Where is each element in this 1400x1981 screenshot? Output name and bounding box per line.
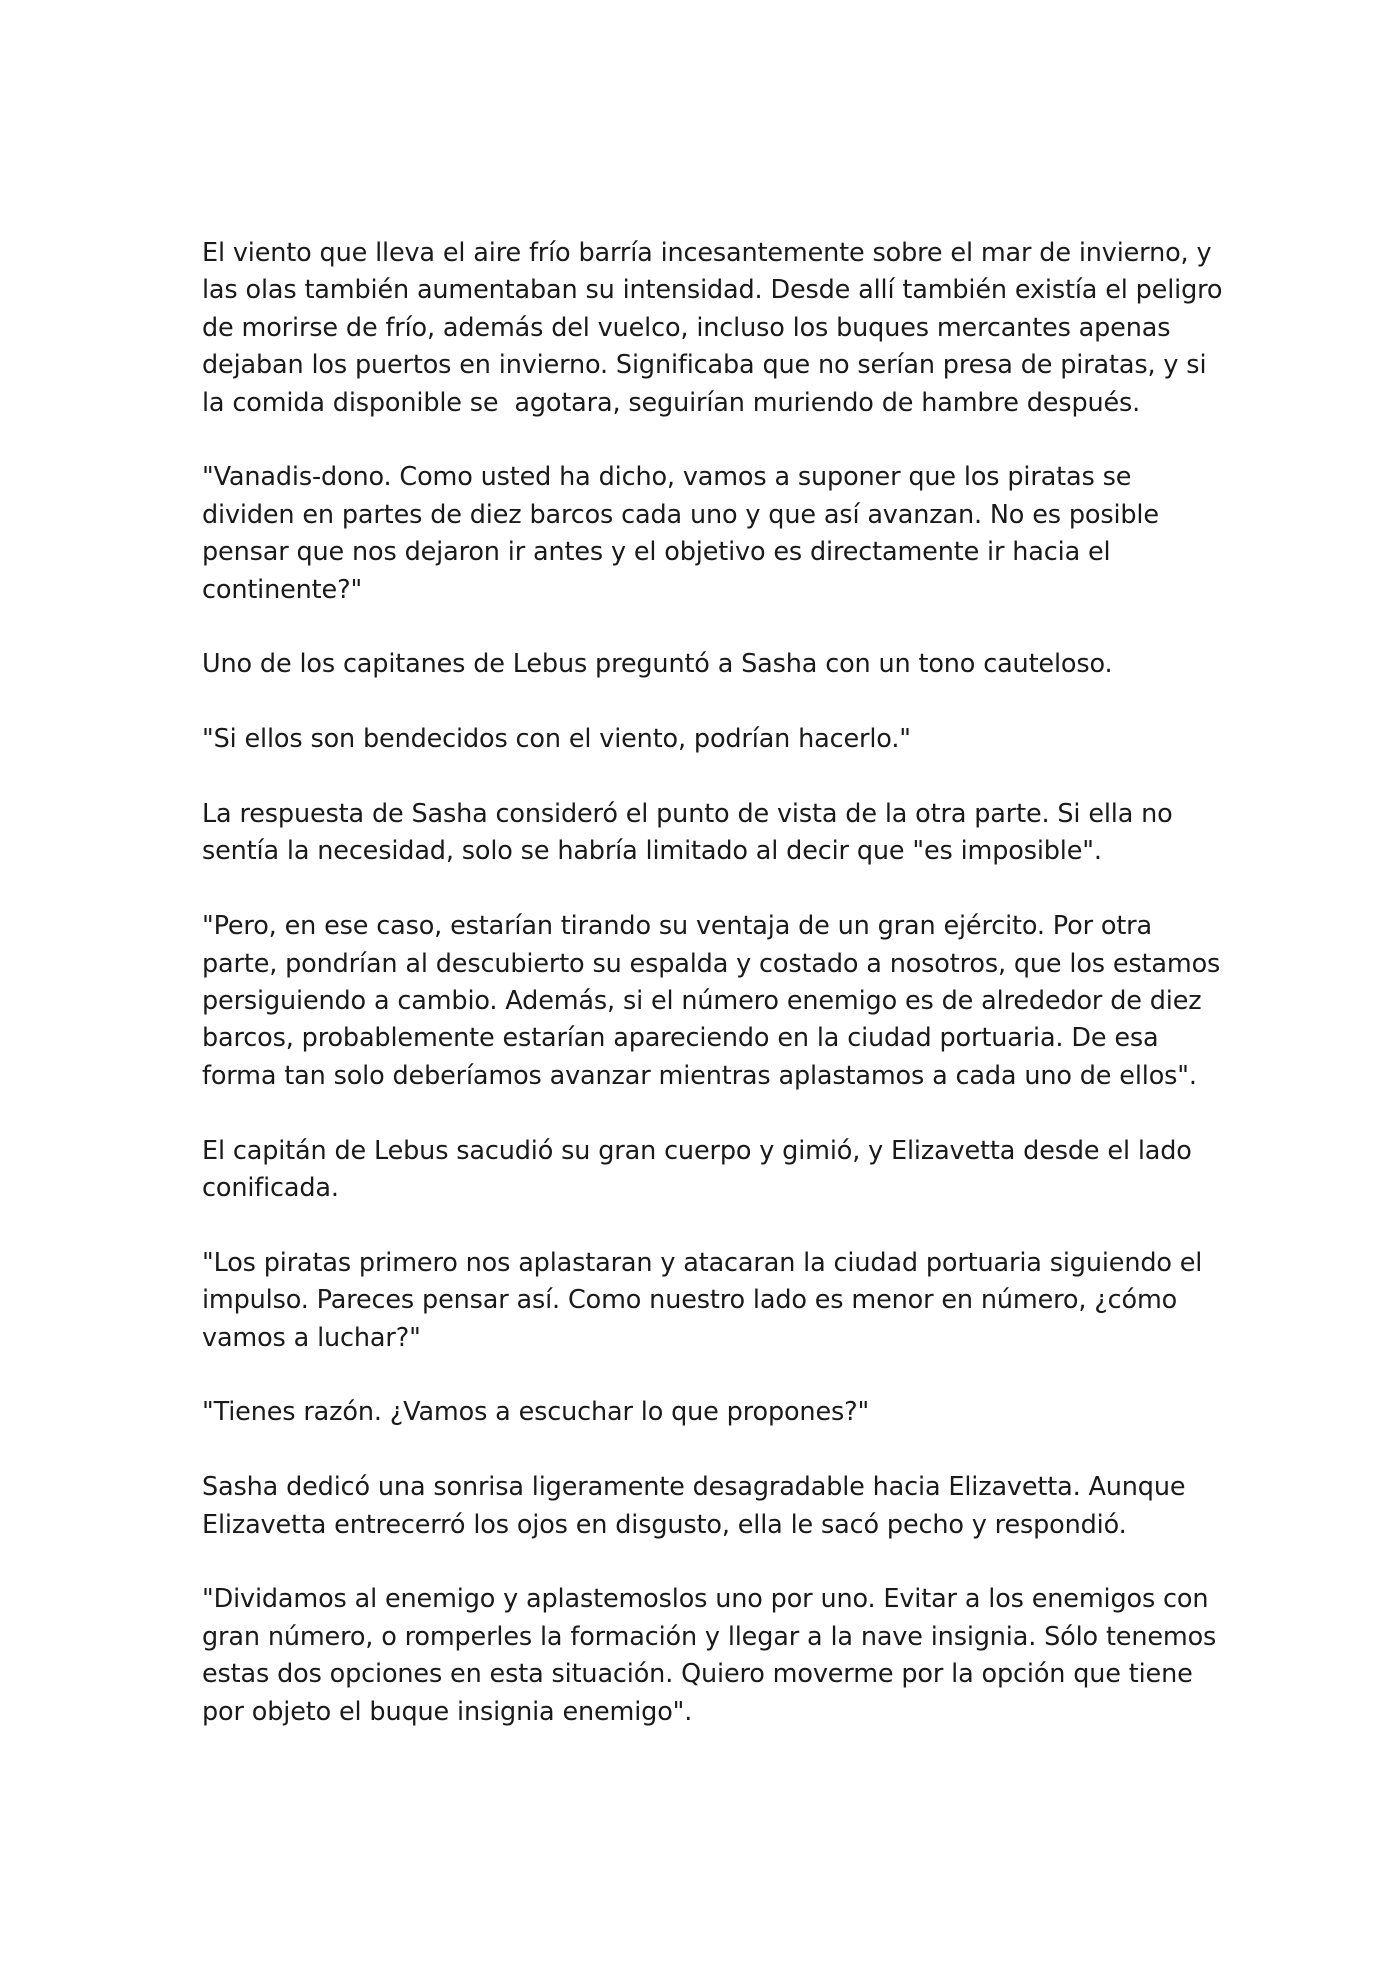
paragraph: [202, 796, 1202, 871]
paragraph: [202, 721, 1202, 758]
paragraph: [202, 1394, 1202, 1431]
paragraph: [202, 459, 1202, 609]
text-line: por objeto el buque insignia enemigo".: [202, 1696, 693, 1727]
paragraph: [202, 1581, 1217, 1731]
text-line: El viento que lleva el aire frío barría incesantemente sobre el mar de invierno, y: [202, 238, 1212, 268]
paragraph: [202, 235, 1223, 422]
document-body: [202, 235, 1223, 1768]
text-line: persiguiendo a cambio. Además, si el número enemigo es de alrededor de diez: [202, 986, 1202, 1017]
text-line: "Si ellos son bendecidos con el viento, podrían hacerlo.": [202, 724, 911, 755]
text-line: vamos a luchar?": [202, 1322, 421, 1353]
text-line: Sasha dedicó una sonrisa ligeramente desagradable hacia Elizavetta. Aunque: [202, 1472, 1186, 1503]
text-line: dejaban los puertos en invierno. Significaba que no serían presa de piratas, y si: [202, 350, 1207, 381]
text-line: continente?": [202, 574, 363, 605]
text-line: "Tienes razón. ¿Vamos a escuchar lo que propones?": [202, 1397, 870, 1428]
text-line: El capitán de Lebus sacudió su gran cuerpo y gimió, y Elizavetta desde el lado: [202, 1135, 1192, 1166]
text-line: "Los piratas primero nos aplastaran y atacaran la ciudad portuaria siguiendo el: [202, 1247, 1203, 1278]
text-line: las olas también aumentaban su intensidad. Desde allí también existía el peligro: [202, 275, 1223, 306]
text-line: la comida disponible se agotara, seguirían muriendo de hambre después.: [202, 387, 1141, 418]
text-line: sentía la necesidad, solo se habría limitado al decir que "es imposible".: [202, 836, 1102, 867]
paragraph: [202, 646, 1202, 683]
text-line: pensar que nos dejaron ir antes y el objetivo es directamente ir hacia el: [202, 537, 1111, 568]
text-line: "Vanadis-dono. Como usted ha dicho, vamos a suponer que los piratas se: [202, 462, 1132, 493]
text-line: gran número, o romperles la formación y llegar a la nave insignia. Sólo tenemos: [202, 1621, 1217, 1652]
text-line: parte, pondrían al descubierto su espalda y costado a nosotros, que los estamos: [202, 948, 1221, 979]
text-line: barcos, probablemente estarían apareciendo en la ciudad portuaria. De esa: [202, 1023, 1159, 1054]
text-line: Elizavetta entrecerró los ojos en disgusto, ella le sacó pecho y respondió.: [202, 1509, 1127, 1540]
text-line: Uno de los capitanes de Lebus preguntó a Sasha con un tono cauteloso.: [202, 649, 1113, 680]
text-line: "Dividamos al enemigo y aplastemoslos uno por uno. Evitar a los enemigos con: [202, 1584, 1209, 1615]
paragraph: [202, 908, 1221, 1095]
text-line: estas dos opciones en esta situación. Quiero moverme por la opción que tiene: [202, 1659, 1193, 1690]
text-line: conificada.: [202, 1173, 339, 1204]
paragraph: [202, 1469, 1202, 1544]
paragraph: [202, 1245, 1202, 1357]
text-line: La respuesta de Sasha consideró el punto de vista de la otra parte. Si ella no: [202, 799, 1173, 830]
paragraph: [202, 1133, 1202, 1208]
text-line: forma tan solo deberíamos avanzar mientras aplastamos a cada uno de ellos".: [202, 1060, 1197, 1091]
text-line: impulso. Pareces pensar así. Como nuestro lado es menor en número, ¿cómo: [202, 1285, 1178, 1316]
text-line: "Pero, en ese caso, estarían tirando su ventaja de un gran ejército. Por otra: [202, 911, 1152, 942]
text-line: dividen en partes de diez barcos cada uno y que así avanzan. No es posible: [202, 499, 1159, 530]
text-line: de morirse de frío, además del vuelco, incluso los buques mercantes apenas: [202, 312, 1171, 343]
